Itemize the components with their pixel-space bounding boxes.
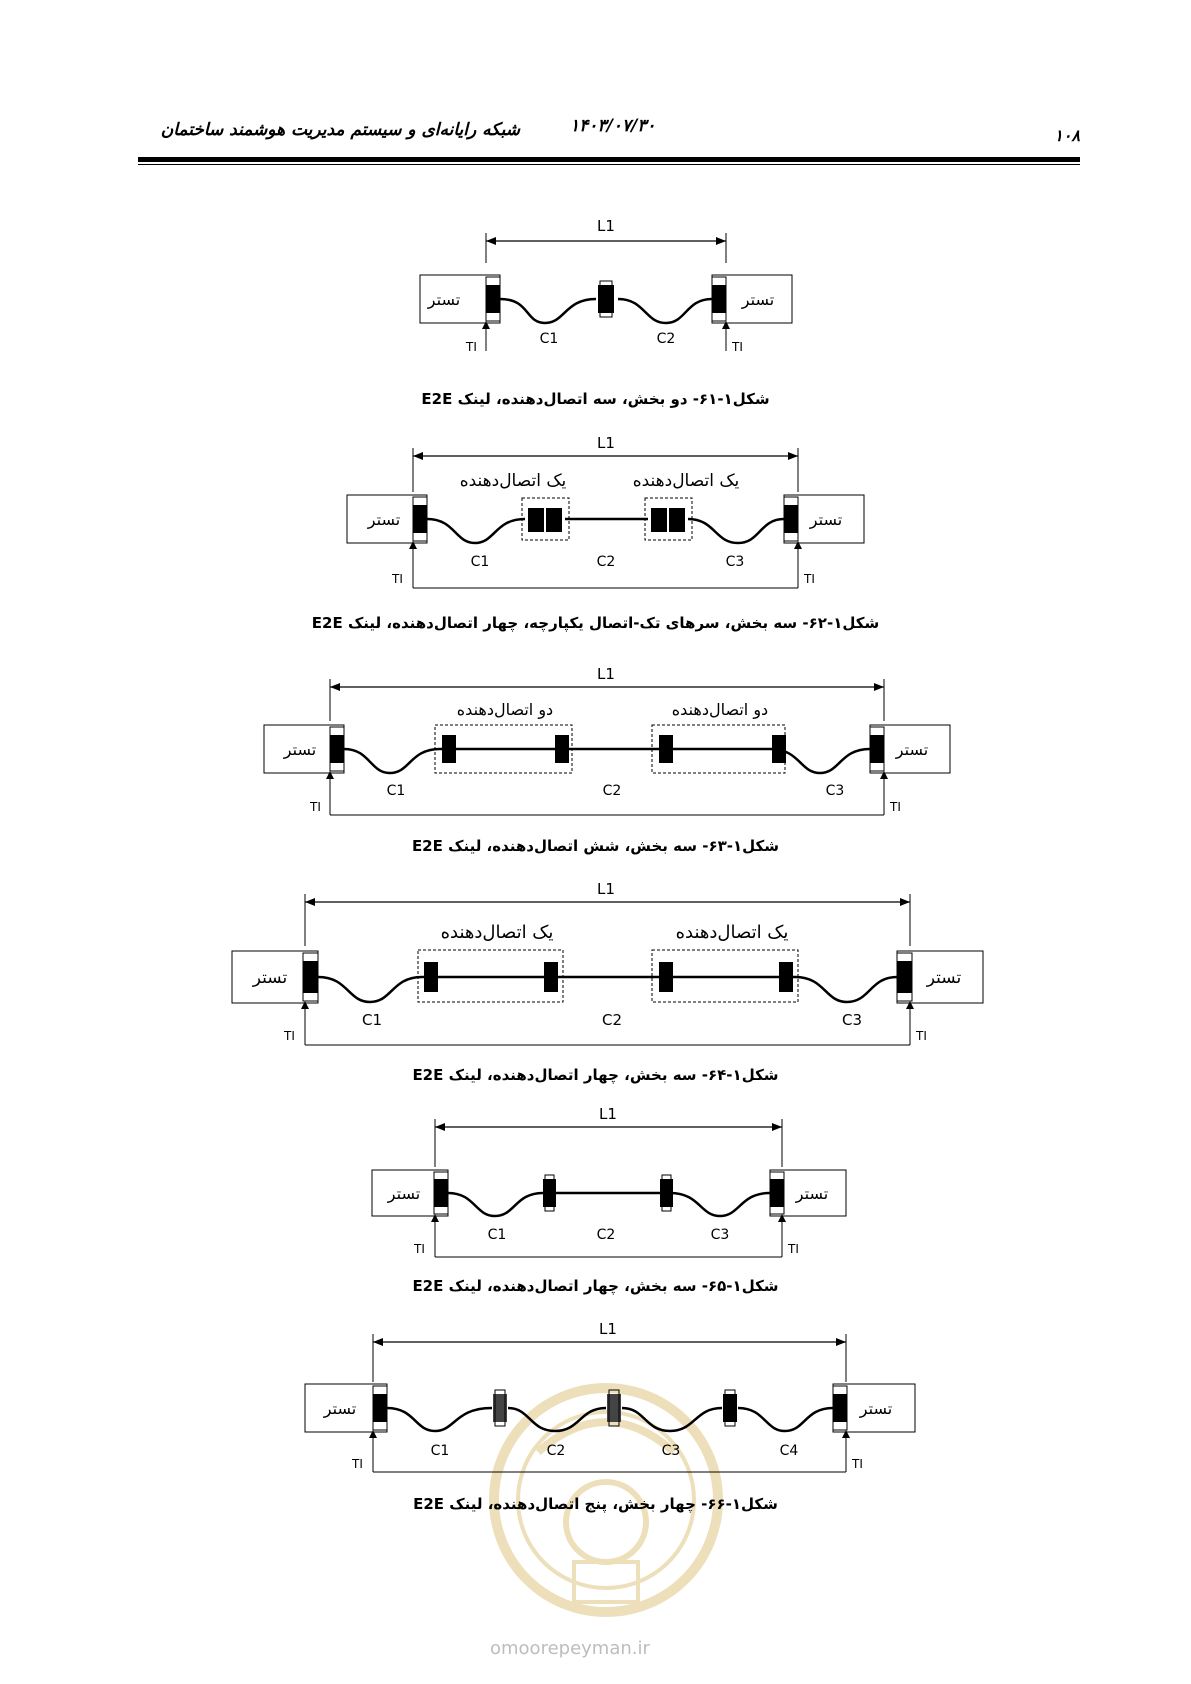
svg-text:C3: C3 <box>841 1011 863 1029</box>
figure-64-caption: شکل۱-۶۴- سه بخش، چهار اتصال‌دهنده، لینک E2E <box>412 1066 779 1084</box>
page-header <box>138 112 1080 152</box>
svg-text:TI: TI <box>284 1029 295 1043</box>
svg-text:L1: L1 <box>597 665 615 683</box>
length-label: L1 <box>597 434 615 452</box>
length-label: L1 <box>597 217 615 235</box>
header-rule-thin <box>138 164 1080 165</box>
svg-text:دو اتصال‌دهنده: دو اتصال‌دهنده <box>671 700 769 719</box>
svg-text:تستر: تستر <box>283 740 317 759</box>
svg-text:تستر: تستر <box>387 1184 421 1203</box>
svg-text:L1: L1 <box>599 1105 617 1123</box>
svg-text:C1: C1 <box>430 1443 450 1459</box>
svg-text:تستر: تستر <box>926 968 962 988</box>
svg-text:TI: TI <box>466 340 477 354</box>
svg-text:C3: C3 <box>710 1227 730 1243</box>
figure-66-diagram <box>0 1320 1191 1480</box>
ti-markers <box>465 321 743 354</box>
svg-text:C2: C2 <box>546 1443 566 1459</box>
figure-65-diagram <box>0 1105 1191 1265</box>
svg-text:تستر: تستر <box>367 510 401 529</box>
header-title: شبکه رایانه‌ای و سیستم مدیریت هوشمند ساختمان <box>160 120 520 140</box>
page-number: ۱۰۸ <box>1054 126 1080 145</box>
svg-text:یک اتصال‌دهنده: یک اتصال‌دهنده <box>675 922 789 943</box>
svg-text:TI: TI <box>392 572 403 586</box>
svg-text:تستر: تستر <box>859 1399 893 1418</box>
figure-63-caption: شکل۱-۶۳- سه بخش، شش اتصال‌دهنده، لینک E2E <box>411 837 780 855</box>
svg-text:L1: L1 <box>597 880 615 898</box>
svg-text:C1: C1 <box>487 1227 507 1243</box>
svg-text:C3: C3 <box>661 1443 681 1459</box>
svg-text:TI: TI <box>852 1457 863 1471</box>
svg-text:C2: C2 <box>601 1011 623 1029</box>
header-date: ۱۴۰۳/۰۷/۳۰ <box>570 116 656 136</box>
svg-text:TI: TI <box>788 1242 799 1256</box>
figure-62-diagram <box>0 430 1191 600</box>
figure-65-caption: شکل۱-۶۵- سه بخش، چهار اتصال‌دهنده، لینک E2E <box>412 1277 779 1295</box>
svg-text:C3: C3 <box>825 783 845 799</box>
svg-text:دو اتصال‌دهنده: دو اتصال‌دهنده <box>456 700 554 719</box>
svg-text:TI: TI <box>310 800 321 814</box>
figure-63-diagram <box>0 665 1191 830</box>
svg-text:C2: C2 <box>596 554 616 570</box>
svg-text:تستر: تستر <box>795 1184 829 1203</box>
svg-text:TI: TI <box>916 1029 927 1043</box>
watermark-url: omoorepeyman.ir <box>490 1638 650 1659</box>
connector-group-label: یک اتصال‌دهنده <box>459 471 567 491</box>
c1-label: C1 <box>539 331 559 347</box>
svg-text:تستر: تستر <box>252 968 288 988</box>
figure-61-caption: شکل۱-۶۱- دو بخش، سه اتصال‌دهنده، لینک E2E <box>421 390 770 408</box>
svg-text:C3: C3 <box>725 554 745 570</box>
svg-text:TI: TI <box>890 800 901 814</box>
figure-62-caption: شکل۱-۶۲- سه بخش، سرهای تک-اتصال یکپارچه، چهار اتصال‌دهنده، لینک E2E <box>311 614 880 632</box>
svg-text:یک اتصال‌دهنده: یک اتصال‌دهنده <box>440 922 554 943</box>
tester-right-label: تستر <box>741 290 775 309</box>
tester-left-label: تستر <box>427 290 461 309</box>
svg-text:تستر: تستر <box>323 1399 357 1418</box>
svg-text:تستر: تستر <box>895 740 929 759</box>
connector-group-label: یک اتصال‌دهنده <box>632 471 740 491</box>
svg-text:C1: C1 <box>361 1011 383 1029</box>
svg-text:TI: TI <box>414 1242 425 1256</box>
svg-text:C2: C2 <box>596 1227 616 1243</box>
figure-64-diagram <box>0 880 1191 1050</box>
svg-text:C2: C2 <box>602 783 622 799</box>
svg-text:تستر: تستر <box>809 510 843 529</box>
svg-text:TI: TI <box>352 1457 363 1471</box>
svg-text:TI: TI <box>732 340 743 354</box>
svg-text:C4: C4 <box>779 1443 799 1459</box>
svg-text:TI: TI <box>804 572 815 586</box>
figure-61-diagram <box>0 205 1191 355</box>
length-dimension <box>486 217 726 263</box>
svg-text:C1: C1 <box>470 554 490 570</box>
svg-text:L1: L1 <box>599 1320 617 1338</box>
figure-66-caption: شکل۱-۶۶- چهار بخش، پنج اتصال‌دهنده، لینک E2E <box>413 1495 778 1513</box>
header-rule-thick <box>138 157 1080 162</box>
svg-text:C1: C1 <box>386 783 406 799</box>
c2-label: C2 <box>656 331 676 347</box>
